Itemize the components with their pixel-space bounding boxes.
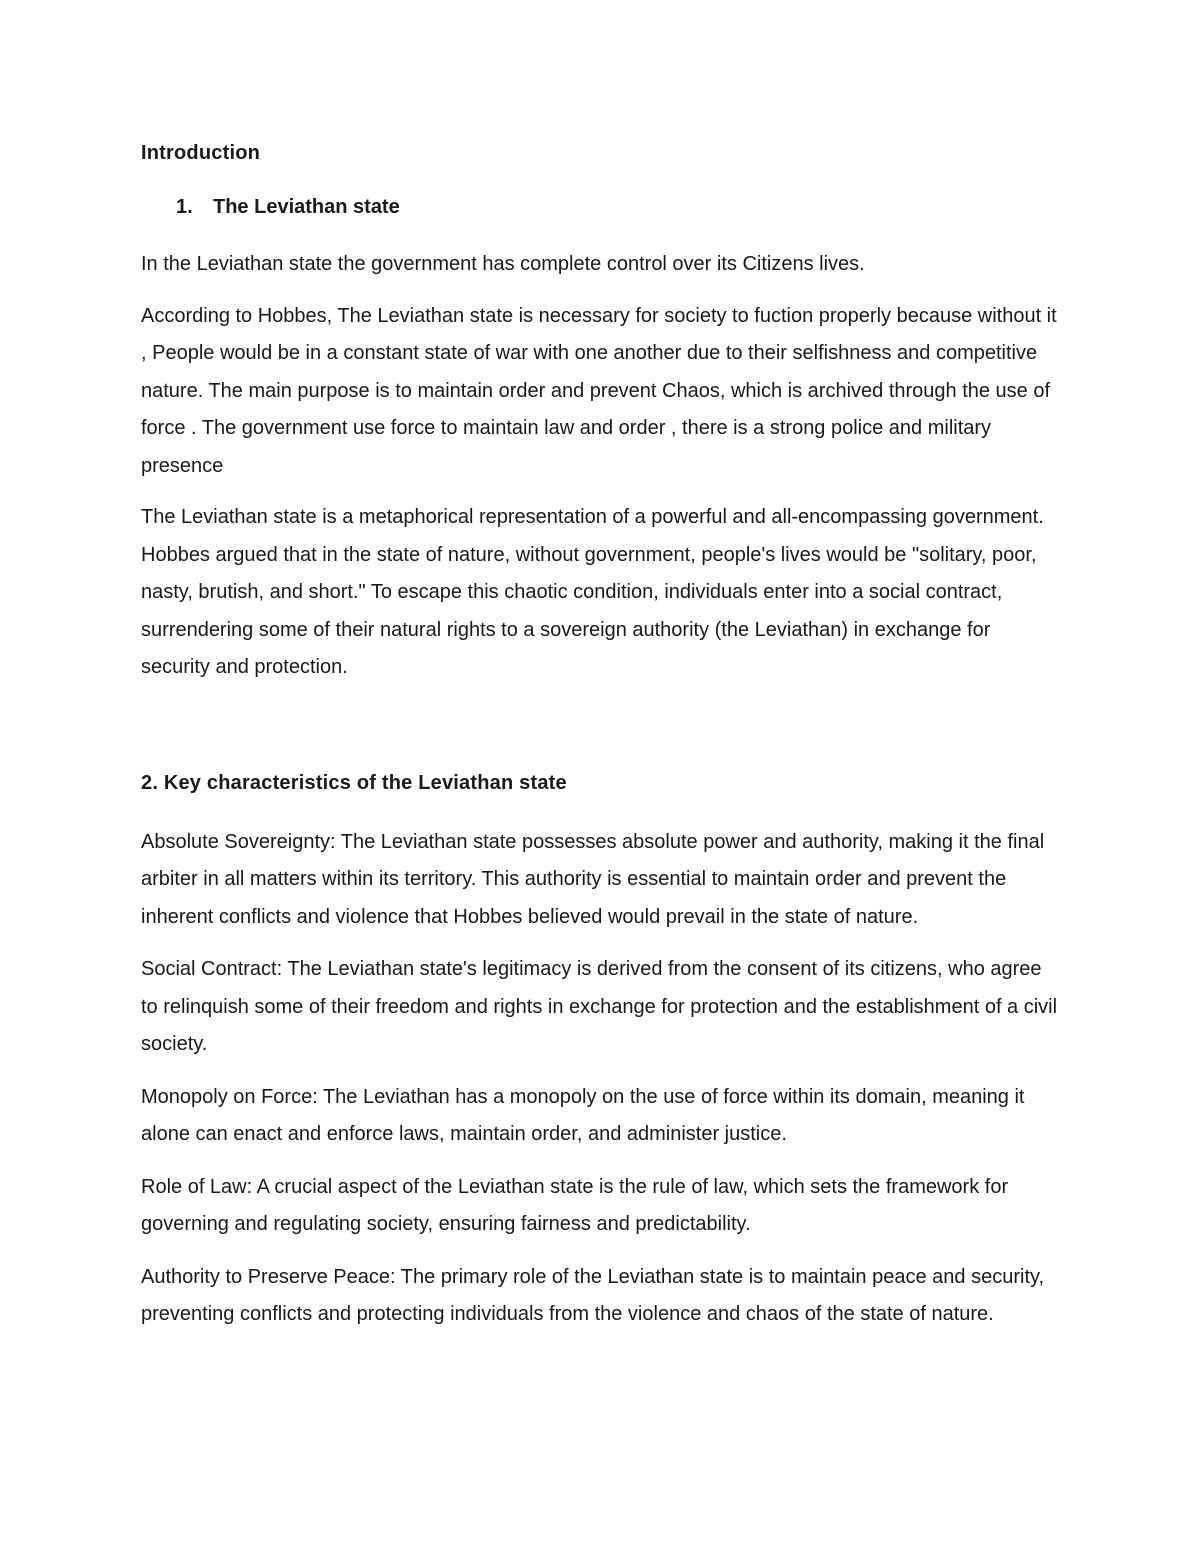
section-1-title: The Leviathan state bbox=[213, 196, 400, 218]
section-1-heading bbox=[141, 195, 1061, 219]
section-1-paragraph: The Leviathan state is a metaphorical representation of a powerful and all-encompassing government. Hobbes argued that in the state of nature, without government, people's lives would be "solitary, poor, nasty, brutish, and short." To escape this chaotic condition, individuals enter into a social contract, surrendering some of their natural rights to a sovereign authority (the Leviathan) in exchange for security and protection. bbox=[141, 506, 1044, 678]
section-1-paragraph: According to Hobbes, The Leviathan state is necessary for society to fuction properly because without it , People would be in a constant state of war with one another due to their selfishness and competitive nature. The main purpose is to maintain order and prevent Chaos, which is archived through the use of force . The government use force to maintain law and order , there is a strong police and military presence bbox=[141, 304, 1057, 477]
section-2-paragraph: Social Contract: The Leviathan state's legitimacy is derived from the consent of its citizens, who agree to relinquish some of their freedom and rights in exchange for protection and the establishment of a civil society. bbox=[141, 958, 1058, 1055]
section-2-paragraph: Absolute Sovereignty: The Leviathan state possesses absolute power and authority, making it the final arbiter in all matters within its territory. This authority is essential to maintain order and prevent the inherent conflicts and violence that Hobbes believed would prevail in the state of nature. bbox=[141, 830, 1045, 928]
section-2-paragraph: Authority to Preserve Peace: The primary role of the Leviathan state is to maintain peace and security, preventing conflicts and protecting individuals from the violence and chaos of the state of nature. bbox=[141, 1265, 1045, 1325]
section-2-paragraph: Role of Law: A crucial aspect of the Leviathan state is the rule of law, which sets the framework for governing and regulating society, ensuring fairness and predictability. bbox=[141, 1175, 1009, 1235]
introduction-heading: Introduction bbox=[141, 142, 261, 164]
section-1-paragraph: In the Leviathan state the government has complete control over its Citizens lives. bbox=[141, 253, 865, 275]
section-2-paragraph: Monopoly on Force: The Leviathan has a monopoly on the use of force within its domain, meaning it alone can enact and enforce laws, maintain order, and administer justice. bbox=[141, 1085, 1025, 1145]
document-page bbox=[141, 141, 1061, 1334]
section-1-number: 1. bbox=[176, 196, 193, 218]
section-2-heading: 2. Key characteristics of the Leviathan state bbox=[141, 771, 567, 794]
